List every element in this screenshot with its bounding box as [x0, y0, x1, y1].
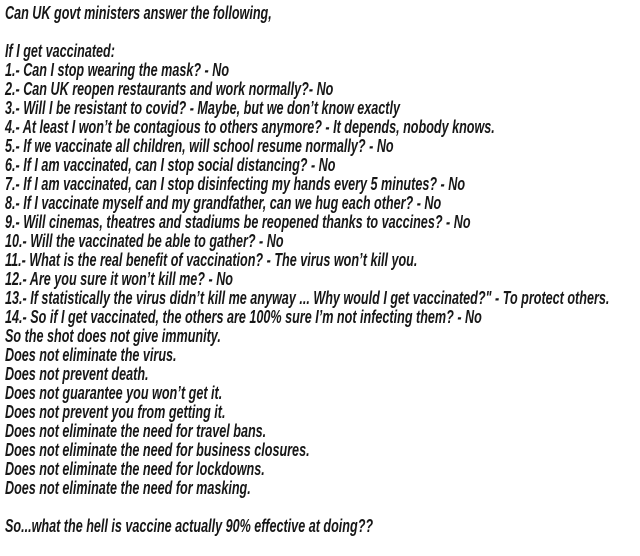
- question-line: 4.- At least I won’t be contagious to others anymore? - It depends, nobody knows.: [5, 117, 495, 137]
- question-line: 5.- If we vaccinate all children, will school resume normally? - No: [5, 136, 394, 156]
- question-line: 12.- Are you sure it won’t kill me? - No: [5, 269, 234, 289]
- conclusion-line: Does not eliminate the need for business closures.: [5, 440, 310, 460]
- conclusions-list: [5, 327, 640, 498]
- question-line: 11.- What is the real benefit of vaccination? - The virus won’t kill you.: [5, 250, 418, 270]
- question-line: 14.- So if I get vaccinated, the others are 100% sure I’m not infecting them? - No: [5, 307, 482, 327]
- post-text-block: [5, 4, 640, 536]
- question-line: 13.- If statistically the virus didn’t kill me anyway ... Why would I get vaccinated?" - To protect others.: [5, 288, 610, 308]
- closing-line: So...what the hell is vaccine actually 90% effective at doing??: [5, 516, 374, 536]
- question-line: 3.- Will I be resistant to covid? - Maybe, but we don’t know exactly: [5, 98, 400, 118]
- questions-list: [5, 61, 640, 327]
- question-line: 6.- If I am vaccinated, can I stop social distancing? - No: [5, 155, 336, 175]
- section-heading: If I get vaccinated:: [5, 41, 115, 61]
- blank-line: [5, 498, 640, 517]
- conclusion-line: Does not prevent death.: [5, 364, 149, 384]
- question-line: 8.- If I vaccinate myself and my grandfather, can we hug each other? - No: [5, 193, 442, 213]
- conclusion-line: Does not eliminate the need for masking.: [5, 478, 251, 498]
- question-line: 1.- Can I stop wearing the mask? - No: [5, 60, 230, 80]
- blank-line: [5, 23, 640, 42]
- conclusion-line: Does not prevent you from getting it.: [5, 402, 226, 422]
- conclusion-line: Does not eliminate the need for travel bans.: [5, 421, 267, 441]
- conclusion-line: Does not guarantee you won’t get it.: [5, 383, 223, 403]
- question-line: 7.- If I am vaccinated, can I stop disinfecting my hands every 5 minutes? - No: [5, 174, 466, 194]
- intro-line: Can UK govt ministers answer the following,: [5, 3, 272, 23]
- conclusion-line: So the shot does not give immunity.: [5, 326, 221, 346]
- question-line: 10.- Will the vaccinated be able to gather? - No: [5, 231, 284, 251]
- question-line: 9.- Will cinemas, theatres and stadiums be reopened thanks to vaccines? - No: [5, 212, 471, 232]
- conclusion-line: Does not eliminate the virus.: [5, 345, 177, 365]
- question-line: 2.- Can UK reopen restaurants and work normally?- No: [5, 79, 334, 99]
- conclusion-line: Does not eliminate the need for lockdowns.: [5, 459, 265, 479]
